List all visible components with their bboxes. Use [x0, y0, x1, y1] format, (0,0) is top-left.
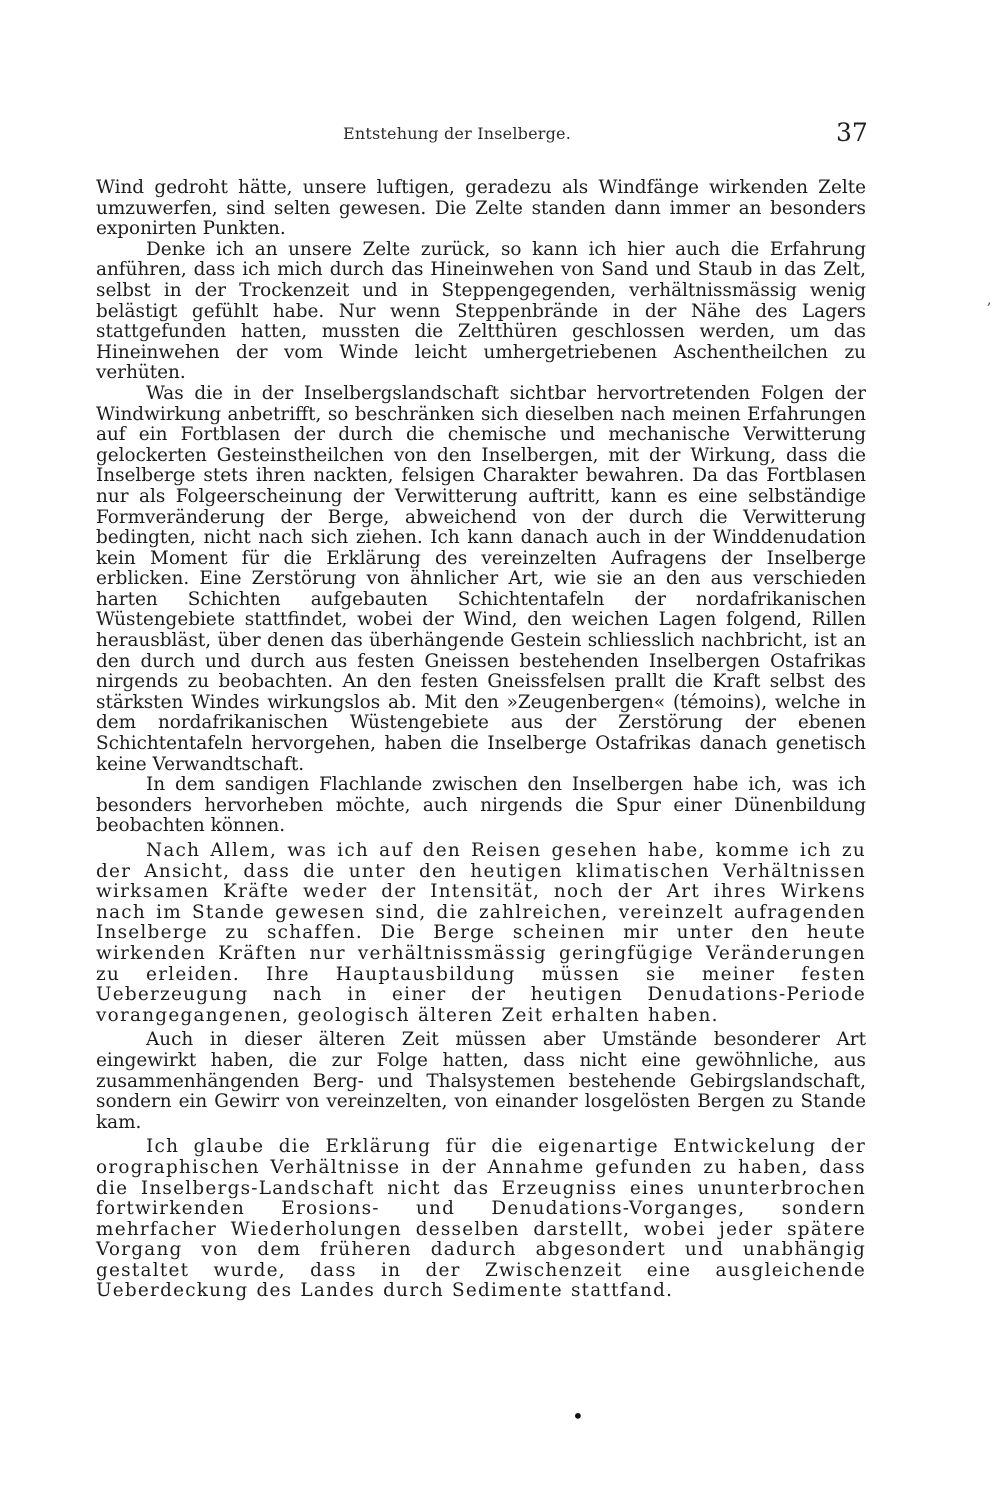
paragraph: Auch in dieser älteren Zeit müssen aber Umstände besonderer Art eingewirkt haben, die zur Folge hatten, dass nicht eine gewöhnliche, aus zusammenhängenden Berg- und Thalsystemen bestehende Gebirgslandschaft, sondern ein Gewirr von vereinzelten, von einander losgelösten Bergen zu Stande kam. [96, 1029, 866, 1133]
bottom-mark: • [572, 1404, 584, 1428]
paragraph: Denke ich an unsere Zelte zurück, so kann ich hier auch die Erfahrung anführen, dass ich mich durch das Hineinwehen von Sand und Staub in das Zelt, selbst in der Trockenzeit und in Steppengegenden, verhältnissmässig wenig belästigt gefühlt habe. Nur wenn Steppenbrände in der Nähe des Lagers stattgefunden hatten, mussten die Zeltthüren geschlossen werden, um das Hineinwehen der vom Winde leicht umhergetriebenen Aschentheilchen zu verhüten. [96, 238, 866, 384]
paragraph-continued: Wind gedroht hätte, unsere luftigen, geradezu als Windfänge wirkenden Zelte umzuwerfen, sind selten gewesen. Die Zelte standen dann immer an besonders exponirten Punkten. [96, 177, 866, 240]
paragraph: Nach Allem, was ich auf den Reisen gesehen habe, komme ich zu der Ansicht, dass die unter den heutigen klimatischen Verhältnissen wirksamen Kräfte weder der Intensität, noch der Art ihres Wirkens nach im Stande gewesen sind, die zahlreichen, vereinzelt aufragenden Inselberge zu schaffen. Die Berge scheinen mir unter den heute wirkenden Kräften nur verhältnissmässig geringfügige Veränderungen zu erleiden. Ihre Hauptausbildung müssen sie meiner festen Ueberzeugung nach in einer der heutigen Denudations-Periode vorangegangenen, geologisch älteren Zeit erhalten haben. [96, 840, 866, 1026]
paragraph: In dem sandigen Flachlande zwischen den Inselbergen habe ich, was ich besonders hervorheben möchte, auch nirgends die Spur einer Dünenbildung beobachten können. [96, 774, 866, 837]
paragraph: Was die in der Inselbergslandschaft sichtbar hervortretenden Folgen der Windwirkung anbetrifft, so beschränken sich dieselben nach meinen Erfahrungen auf ein Fortblasen der durch die chemische und mechanische Verwitterung gelockerten Gesteinstheilchen von den Inselbergen, mit der Wirkung, dass die Inselberge stets ihren nackten, felsigen Charakter bewahren. Da das Fortblasen nur als Folgeerscheinung der Verwitterung auftritt, kann es eine selbständige Formveränderung der Berge, abweichend von der durch die Verwitterung bedingten, nicht nach sich ziehen. Ich kann danach auch in der Winddenudation kein Moment für die Erklärung des vereinzelten Aufragens der Inselberge erblicken. Eine Zerstörung von ähnlicher Art, wie sie an den aus verschieden harten Schichten aufgebauten Schichtentafeln der nordafrikanischen Wüstengebiete stattfindet, wobei der Wind, den weichen Lagen folgend, Rillen herausbläst, über denen das überhängende Gestein schliesslich nachbricht, ist an den durch und durch aus festen Gneissen bestehenden Inselbergen Ostafrikas nirgends zu beobachten. An den festen Gneissfelsen prallt die Kraft selbst des stärksten Windes wirkungslos ab. Mit den »Zeugenbergen« (témoins), welche in dem nordafrikanischen Wüstengebiete aus der Zerstörung der ebenen Schichtentafeln hervorgehen, haben die Inselberge Ostafrikas danach genetisch keine Verwandtschaft. [96, 382, 866, 775]
main-text [96, 178, 866, 1302]
page-number: 37 [836, 118, 868, 147]
scan-edge-mark: , [987, 292, 992, 308]
running-title: Entstehung der Inselberge. [343, 124, 571, 143]
paragraph: Ich glaube die Erklärung für die eigenartige Entwickelung der orographischen Verhältnisse in der Annahme gefunden zu haben, dass die Inselbergs-Landschaft nicht das Erzeugniss eines ununterbrochen fortwirkenden Erosions- und Denudations-Vorganges, sondern mehrfacher Wiederholungen desselben darstellt, wobei jeder spätere Vorgang von dem früheren dadurch abgesondert und unabhängig gestaltet wurde, dass in der Zwischenzeit eine ausgleichende Ueberdeckung des Landes durch Sedimente stattfand. [96, 1136, 866, 1302]
